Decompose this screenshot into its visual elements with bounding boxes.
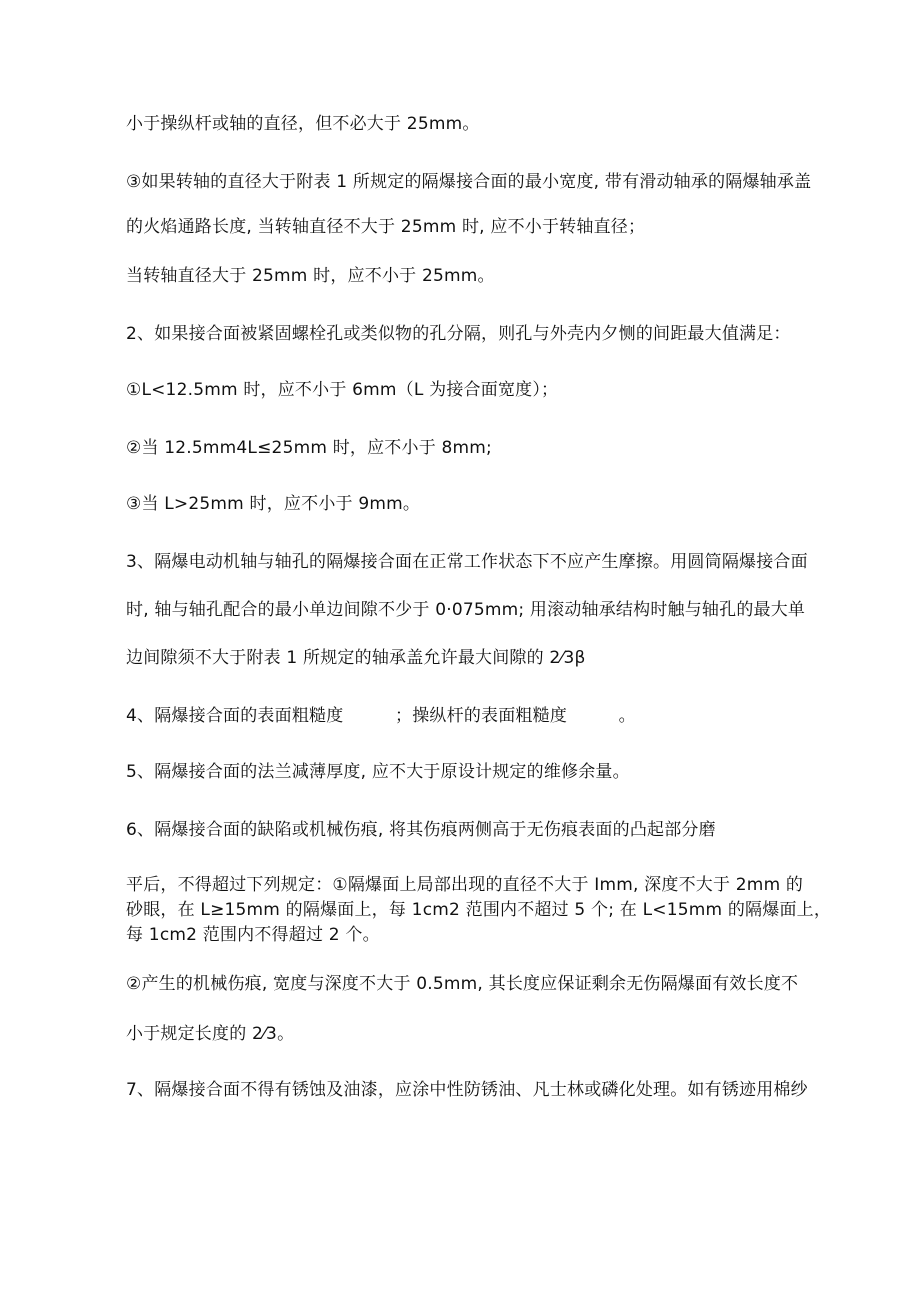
- text-line: 2、如果接合面被紧固螺栓孔或类似物的孔分隔，则孔与外壳内夕恻的间距最大值满足：: [126, 324, 791, 344]
- text-line: 时, 轴与轴孔配合的最小单边间隙不少于 0·075mm; 用滚动轴承结构时触与轴孔的最大单: [126, 600, 806, 620]
- text-line: 每 1cm2 范围内不得超过 2 个。: [126, 925, 380, 945]
- text-line: ②产生的机械伤痕, 宽度与深度不大于 0.5mm, 其长度应保证剩余无伤隔爆面有效长度不: [126, 974, 799, 994]
- text-line: ②当 12.5mm4L≤25mm 时，应不小于 8mm;: [126, 438, 492, 458]
- text-line: 的火焰通路长度, 当转轴直径不大于 25mm 时, 应不小于转轴直径；: [126, 217, 646, 237]
- text-line: 6、隔爆接合面的缺陷或机械伤痕, 将其伤痕两侧高于无伤痕表面的凸起部分磨: [126, 820, 716, 840]
- text-line: 4、隔爆接合面的表面粗糙度 ；操纵杆的表面粗糙度 。: [126, 706, 636, 726]
- text-line: 边间隙须不大于附表 1 所规定的轴承盖允许最大间隙的 2⁄3β: [126, 648, 586, 668]
- text-line: ③当 L>25mm 时，应不小于 9mm。: [126, 494, 421, 514]
- text-line: 3、隔爆电动机轴与轴孔的隔爆接合面在正常工作状态下不应产生摩擦。用圆筒隔爆接合面: [126, 552, 808, 572]
- text-line: ③如果转轴的直径大于附表 1 所规定的隔爆接合面的最小宽度, 带有滑动轴承的隔爆轴承盖: [126, 172, 812, 192]
- text-line: 5、隔爆接合面的法兰减薄厚度, 应不大于原设计规定的维修余量。: [126, 762, 630, 782]
- text-line: 小于规定长度的 2⁄3。: [126, 1024, 295, 1044]
- text-line: 当转轴直径大于 25mm 时，应不小于 25mm。: [126, 266, 495, 286]
- text-line: 7、隔爆接合面不得有锈蚀及油漆，应涂中性防锈油、凡士林或磷化处理。如有锈迹用棉纱: [126, 1080, 808, 1100]
- text-line: 砂眼，在 L≥15mm 的隔爆面上，每 1cm2 范围内不超过 5 个; 在 L<15mm 的隔爆面上，: [126, 900, 832, 920]
- text-line: 平后，不得超过下列规定：①隔爆面上局部出现的直径不大于 Imm, 深度不大于 2mm 的: [126, 875, 804, 895]
- text-line: ①L<12.5mm 时，应不小于 6mm（L 为接合面宽度）；: [126, 380, 559, 400]
- text-line: 小于操纵杆或轴的直径，但不必大于 25mm。: [126, 114, 480, 134]
